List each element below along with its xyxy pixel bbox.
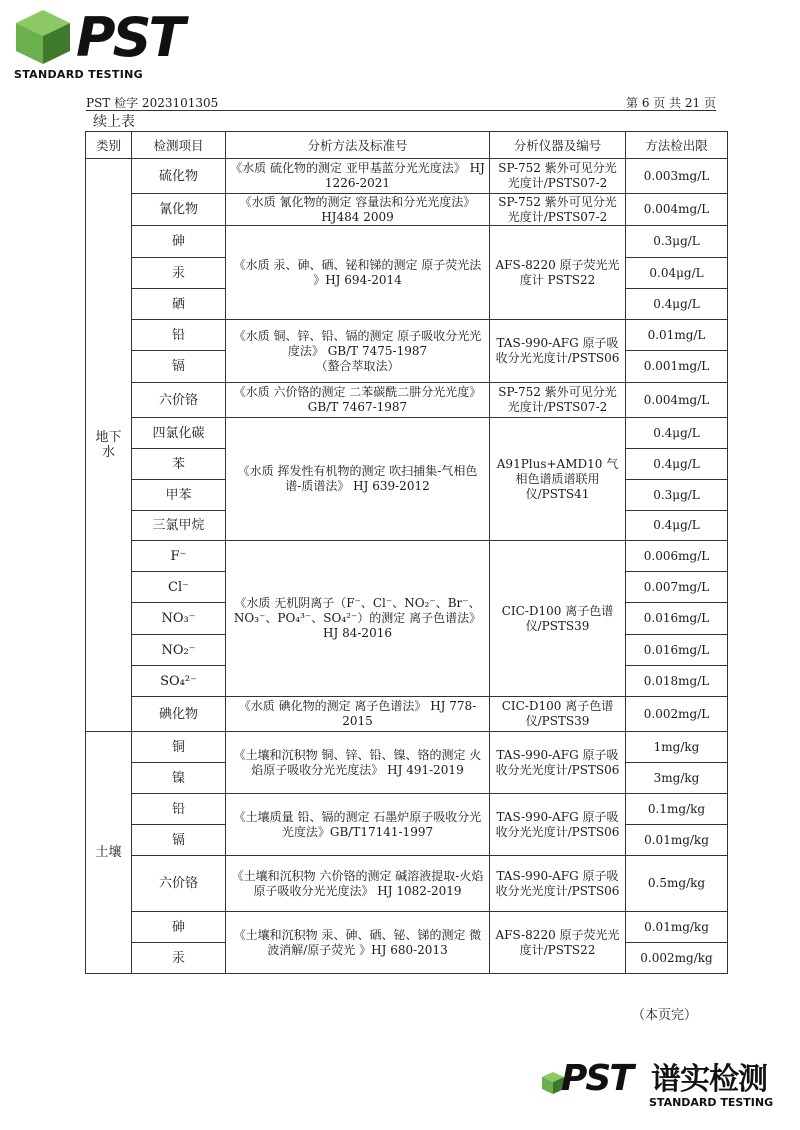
item-cell: 镍	[132, 763, 226, 794]
limit-cell: 0.3μg/L	[626, 226, 728, 258]
item-cell: 砷	[132, 226, 226, 258]
limit-cell: 0.3μg/L	[626, 480, 728, 511]
table-row	[86, 912, 728, 943]
bottom-logo	[541, 1058, 781, 1113]
item-cell: F⁻	[132, 541, 226, 572]
item-cell: 三氯甲烷	[132, 511, 226, 541]
limit-cell: 0.4μg/L	[626, 289, 728, 320]
header-instrument: 分析仪器及编号	[490, 132, 626, 159]
method-note: （螯合萃取法）	[315, 358, 400, 373]
limit-cell: 1mg/kg	[626, 732, 728, 763]
method-cell: 《土壤质量 铅、镉的测定 石墨炉原子吸收分光光度法》GB/T17141-1997	[226, 794, 490, 856]
cube-logo-icon	[12, 6, 74, 66]
item-cell: 六价铬	[132, 856, 226, 912]
item-cell: 甲苯	[132, 480, 226, 511]
method-cell: 《水质 汞、砷、硒、铋和锑的测定 原子荧光法 》HJ 694-2014	[226, 226, 490, 320]
table-row	[86, 697, 728, 732]
header-method: 分析方法及标准号	[226, 132, 490, 159]
limit-cell: 0.016mg/L	[626, 603, 728, 635]
method-cell: 《土壤和沉积物 六价铬的测定 碱溶液提取-火焰原子吸收分光光度法》 HJ 1082-2019	[226, 856, 490, 912]
table-header-row	[86, 132, 728, 159]
item-cell: 氰化物	[132, 194, 226, 226]
item-cell: 四氯化碳	[132, 418, 226, 449]
instrument-cell: SP-752 紫外可见分光光度计/PSTS07-2	[490, 194, 626, 226]
item-cell: NO₂⁻	[132, 635, 226, 666]
page-number: 第 6 页 共 21 页	[626, 96, 716, 110]
item-cell: 铅	[132, 320, 226, 351]
table-row	[86, 794, 728, 825]
item-cell: 汞	[132, 258, 226, 289]
method-text: 《水质 铜、锌、铅、镉的测定 原子吸收分光光度法》 GB/T 7475-1987	[233, 328, 482, 358]
limit-cell: 0.002mg/kg	[626, 943, 728, 974]
table-row	[86, 418, 728, 449]
instrument-cell: SP-752 紫外可见分光光度计/PSTS07-2	[490, 159, 626, 194]
instrument-cell: SP-752 紫外可见分光光度计/PSTS07-2	[490, 383, 626, 418]
instrument-cell: AFS-8220 原子荧光光度计/PSTS22	[490, 912, 626, 974]
instrument-cell: TAS-990-AFG 原子吸收分光光度计/PSTS06	[490, 732, 626, 794]
limit-cell: 0.04μg/L	[626, 258, 728, 289]
limit-cell: 0.004mg/L	[626, 383, 728, 418]
category-soil: 土壤	[86, 732, 132, 974]
limit-cell: 0.004mg/L	[626, 194, 728, 226]
limit-cell: 0.002mg/L	[626, 697, 728, 732]
table-row	[86, 541, 728, 572]
logo-wordmark: PST	[561, 1058, 632, 1099]
method-cell: 《水质 挥发性有机物的测定 吹扫捕集-气相色谱-质谱法》 HJ 639-2012	[226, 418, 490, 541]
end-of-page-note: （本页完）	[632, 1008, 698, 1023]
instrument-cell: CIC-D100 离子色谱仪/PSTS39	[490, 697, 626, 732]
method-cell: 《水质 氰化物的测定 容量法和分光光度法》 HJ484 2009	[226, 194, 490, 226]
limit-cell: 0.4μg/L	[626, 418, 728, 449]
limit-cell: 0.4μg/L	[626, 511, 728, 541]
running-header	[86, 94, 716, 111]
limit-cell: 0.01mg/L	[626, 320, 728, 351]
instrument-cell: CIC-D100 离子色谱仪/PSTS39	[490, 541, 626, 697]
table-row	[86, 320, 728, 351]
table-row	[86, 732, 728, 763]
method-cell	[226, 320, 490, 383]
category-groundwater: 地下水	[86, 159, 132, 732]
item-cell: 汞	[132, 943, 226, 974]
test-methods-table	[85, 131, 728, 974]
method-cell: 《土壤和沉积物 铜、锌、铅、镍、铬的测定 火焰原子吸收分光光度法》 HJ 491-2019	[226, 732, 490, 794]
item-cell: 六价铬	[132, 383, 226, 418]
instrument-cell: TAS-990-AFG 原子吸收分光光度计/PSTS06	[490, 856, 626, 912]
item-cell: NO₃⁻	[132, 603, 226, 635]
continued-label: 续上表	[93, 114, 135, 130]
logo-subtitle: STANDARD TESTING	[649, 1096, 774, 1109]
limit-cell: 0.01mg/kg	[626, 825, 728, 856]
logo-wordmark: PST	[76, 6, 183, 69]
table-row	[86, 383, 728, 418]
limit-cell: 0.003mg/L	[626, 159, 728, 194]
item-cell: 铜	[132, 732, 226, 763]
limit-cell: 0.01mg/kg	[626, 912, 728, 943]
item-cell: 苯	[132, 449, 226, 480]
logo-subtitle: STANDARD TESTING	[14, 68, 143, 81]
method-cell: 《水质 无机阴离子（F⁻、Cl⁻、NO₂⁻、Br⁻、NO₃⁻、PO₄³⁻、SO₄²⁻）的测定 离子色谱法》 HJ 84-2016	[226, 541, 490, 697]
top-logo	[12, 6, 183, 82]
item-cell: 硫化物	[132, 159, 226, 194]
instrument-cell: A91Plus+AMD10 气相色谱质谱联用仪/PSTS41	[490, 418, 626, 541]
method-cell: 《水质 六价铬的测定 二苯碳酰二肼分光光度》 GB/T 7467-1987	[226, 383, 490, 418]
limit-cell: 0.006mg/L	[626, 541, 728, 572]
header-limit: 方法检出限	[626, 132, 728, 159]
limit-cell: 0.4μg/L	[626, 449, 728, 480]
item-cell: 砷	[132, 912, 226, 943]
limit-cell: 0.016mg/L	[626, 635, 728, 666]
limit-cell: 0.1mg/kg	[626, 794, 728, 825]
limit-cell: 0.5mg/kg	[626, 856, 728, 912]
limit-cell: 0.007mg/L	[626, 572, 728, 603]
logo-chinese-name: 谱实检测	[651, 1062, 767, 1097]
item-cell: 硒	[132, 289, 226, 320]
table-row	[86, 856, 728, 912]
limit-cell: 0.001mg/L	[626, 351, 728, 383]
item-cell: 镉	[132, 351, 226, 383]
item-cell: 镉	[132, 825, 226, 856]
item-cell: Cl⁻	[132, 572, 226, 603]
header-item: 检测项目	[132, 132, 226, 159]
item-cell: SO₄²⁻	[132, 666, 226, 697]
item-cell: 碘化物	[132, 697, 226, 732]
instrument-cell: TAS-990-AFG 原子吸收分光光度计/PSTS06	[490, 320, 626, 383]
table-row	[86, 194, 728, 226]
instrument-cell: AFS-8220 原子荧光光度计 PSTS22	[490, 226, 626, 320]
item-cell: 铅	[132, 794, 226, 825]
method-cell: 《土壤和沉积物 汞、砷、硒、铋、锑的测定 微波消解/原子荧光 》HJ 680-2013	[226, 912, 490, 974]
report-number: PST 检字 2023101305	[86, 96, 219, 110]
limit-cell: 3mg/kg	[626, 763, 728, 794]
instrument-cell: TAS-990-AFG 原子吸收分光光度计/PSTS06	[490, 794, 626, 856]
method-cell: 《水质 硫化物的测定 亚甲基蓝分光光度法》 HJ 1226-2021	[226, 159, 490, 194]
table-row	[86, 226, 728, 258]
table-row	[86, 159, 728, 194]
header-category: 类别	[86, 132, 132, 159]
limit-cell: 0.018mg/L	[626, 666, 728, 697]
method-cell: 《水质 碘化物的测定 离子色谱法》 HJ 778-2015	[226, 697, 490, 732]
